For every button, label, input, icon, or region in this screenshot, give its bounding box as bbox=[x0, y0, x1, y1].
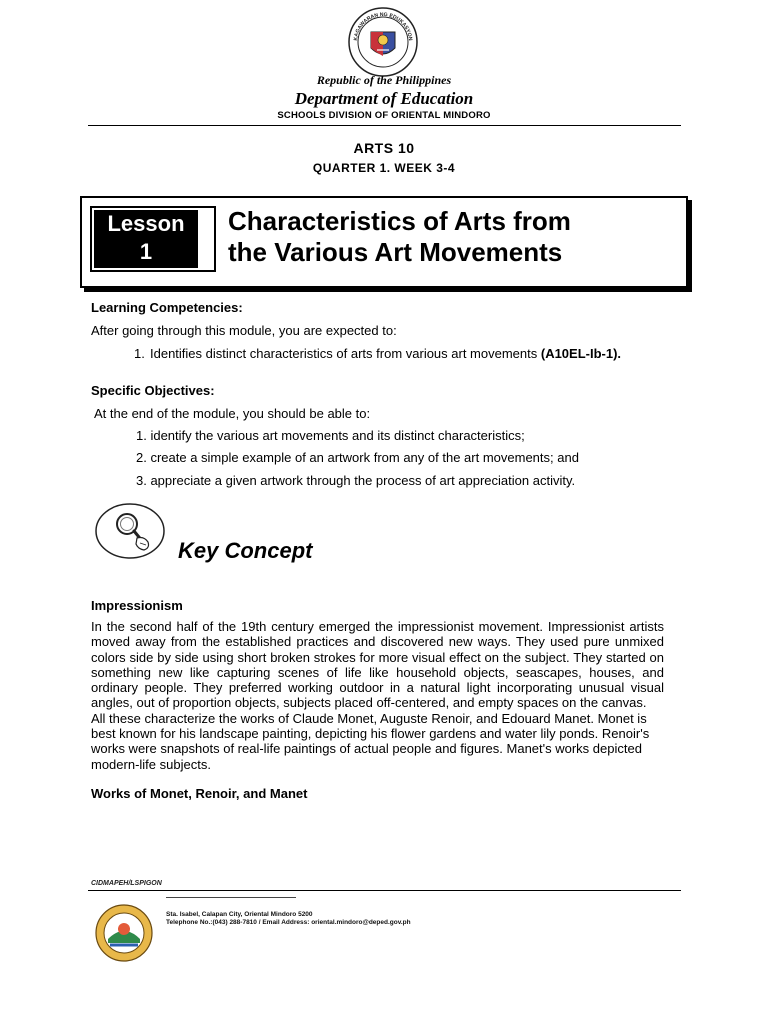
objective-item: 3. appreciate a given artwork through the process of art appreciation activity. bbox=[136, 473, 576, 488]
objective-item: 1. identify the various art movements and its distinct characteristics; bbox=[136, 428, 525, 443]
learning-competencies-heading: Learning Competencies: bbox=[91, 300, 243, 315]
footer-divider bbox=[88, 890, 681, 891]
header-divider bbox=[88, 125, 681, 126]
learning-competencies-intro: After going through this module, you are expected to: bbox=[91, 323, 397, 338]
division-seal-logo bbox=[94, 903, 154, 963]
footer-contact: Telephone No.:(043) 288-7810 / Email Address: oriental.mindoro@deped.gov.ph bbox=[166, 919, 411, 926]
subject-title: ARTS 10 bbox=[353, 140, 415, 156]
impressionism-heading: Impressionism bbox=[91, 598, 183, 613]
competency-item-number: 1. bbox=[134, 346, 145, 361]
lesson-title-line2: the Various Art Movements bbox=[228, 237, 563, 267]
lesson-title bbox=[228, 206, 678, 268]
competency-item-text: Identifies distinct characteristics of arts from various art movements bbox=[150, 346, 541, 361]
republic-label: Republic of the Philippines bbox=[316, 73, 452, 87]
specific-objectives-heading: Specific Objectives: bbox=[91, 383, 215, 398]
lesson-label: Lesson bbox=[107, 211, 185, 236]
works-heading: Works of Monet, Renoir, and Manet bbox=[91, 786, 308, 801]
lesson-banner bbox=[80, 196, 688, 288]
lesson-label-block bbox=[94, 210, 198, 268]
department-name: Department of Education bbox=[294, 89, 474, 108]
impressionism-paragraph: In the second half of the 19th century emerged the impressionist movement. Impressionist artists moved away from the established practices and discovered new ways. They used pure unmixed colors side by side using short broken strokes for more visual effect on the subject. They started on something new like capturing scenes of life like household objects, seascapes, houses, and ordinary people. They preferred working outdoor in a natural light incorporating unusual visual angles, out of proportion objects, subjects placed off-centered, and empty spaces on the canvas. bbox=[91, 619, 664, 711]
objective-item: 2. create a simple example of an artwork from any of the art movements; and bbox=[136, 450, 579, 465]
footer-address: Sta. Isabel, Calapan City, Oriental Mindoro 5200 bbox=[166, 911, 313, 918]
specific-objectives-intro: At the end of the module, you should be able to: bbox=[94, 406, 371, 421]
quarter-label: QUARTER 1. WEEK 3-4 bbox=[312, 161, 456, 175]
footer-code: CIDMAPEH/LSPIGON bbox=[91, 880, 162, 887]
competency-code: (A10EL-Ib-1). bbox=[540, 346, 622, 361]
footer-short-divider bbox=[166, 897, 296, 898]
division-name: SCHOOLS DIVISION OF ORIENTAL MINDORO bbox=[277, 110, 491, 121]
competency-item bbox=[134, 346, 670, 362]
lesson-number: 1 bbox=[139, 239, 153, 264]
svg-text:KAGAWARAN NG EDUKASYON: KAGAWARAN NG EDUKASYON bbox=[352, 11, 414, 42]
impressionism-paragraph: All these characterize the works of Claude Monet, Auguste Renoir, and Edouard Manet. Monet is best known for his landscape painting, depicting his flower gardens and water lily ponds. Renoir's works were snapshots of real-life paintings of actual people and figures. Manet's works depicted modern-life subjects. bbox=[91, 710, 650, 772]
lesson-title-line1: Characteristics of Arts from bbox=[228, 206, 571, 236]
magnifier-hand-icon bbox=[94, 502, 166, 560]
deped-seal-logo bbox=[347, 6, 419, 78]
lesson-number-box bbox=[90, 206, 216, 272]
key-concept-title: Key Concept bbox=[178, 538, 313, 563]
impressionism-body bbox=[91, 619, 664, 772]
